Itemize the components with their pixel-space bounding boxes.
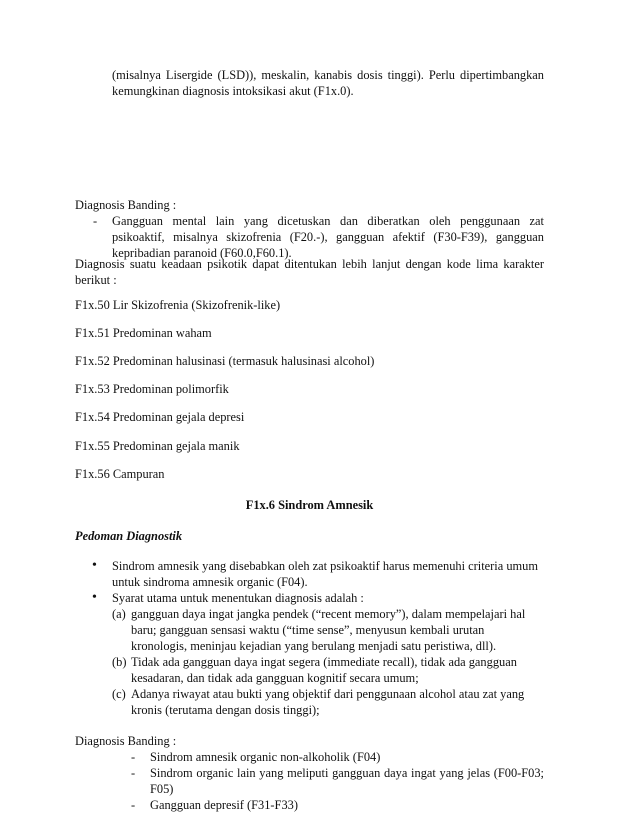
item-b-line-1: Tidak ada gangguan daya ingat segera (immediate recall), tidak ada gangguan <box>131 655 517 669</box>
item-a-label: (a) <box>112 607 126 621</box>
dd2-item-3: Gangguan depresif (F31-F33) <box>150 798 298 812</box>
code-item <box>75 353 374 369</box>
item-a-line-1: gangguan daya ingat jangka pendek (“recent memory”), dalam mempelajari hal <box>131 607 526 621</box>
diagnosis-banding-heading: Diagnosis Banding : <box>75 198 177 212</box>
dd2-item-1: Sindrom amnesik organic non-alkoholik (F04) <box>150 750 381 764</box>
dash-bullet: - <box>93 214 98 228</box>
code-label: Lir Skizofrenia (Skizofrenik-like) <box>112 298 281 312</box>
item-c-line-1: Adanya riwayat atau bukti yang objektif dari penggunaan alcohol atau zat yang <box>131 687 525 701</box>
code-label: Campuran <box>112 467 165 481</box>
code-label: Predominan waham <box>112 326 212 340</box>
code-label: Predominan polimorfik <box>112 382 229 396</box>
top-line-2: kemungkinan diagnosis intoksikasi akut (F1x.0). <box>112 84 354 98</box>
dash-bullet: - <box>131 750 136 764</box>
item-c-line-2: kronis (terutama dengan dosis tinggi); <box>131 703 320 717</box>
code-label: Predominan halusinasi (termasuk halusinasi alcohol) <box>112 354 375 368</box>
top-line-1: (misalnya Lisergide (LSD)), meskalin, kanabis dosis tinggi). Perlu dipertimbangkan <box>112 68 544 82</box>
code-item <box>75 325 212 341</box>
bullet-icon: • <box>92 590 97 605</box>
code-item <box>75 381 229 397</box>
section-title: F1x.6 Sindrom Amnesik <box>245 498 374 512</box>
bullet-2-line-1: Syarat utama untuk menentukan diagnosis adalah : <box>112 591 364 605</box>
code: F1x.51 <box>75 326 110 340</box>
code: F1x.52 <box>75 354 110 368</box>
code-label: Predominan gejala depresi <box>112 410 245 424</box>
code: F1x.53 <box>75 382 110 396</box>
dash-bullet: - <box>131 798 136 812</box>
dd1-item-line-1: Gangguan mental lain yang dicetuskan dan diberatkan oleh penggunaan zat <box>112 214 544 228</box>
code: F1x.55 <box>75 439 110 453</box>
code: F1x.50 <box>75 298 110 312</box>
diagnosis-banding-2-heading: Diagnosis Banding : <box>75 734 177 748</box>
code-item <box>75 466 165 482</box>
item-c-label: (c) <box>112 687 126 701</box>
dd1-item-line-2: psikoaktif, misalnya skizofrenia (F20.-), gangguan afektif (F30-F39), gangguan <box>112 230 544 244</box>
code: F1x.56 <box>75 467 110 481</box>
item-b-label: (b) <box>112 655 127 669</box>
item-a-line-2: baru; gangguan sensasi waktu (“time sense”, menyusun kembali urutan <box>131 623 485 637</box>
dd1-item-line-3: kepribadian paranoid (F60.0,F60.1). <box>112 246 292 260</box>
item-b-line-2: kesadaran, dan tidak ada gangguan kognitif secara umum; <box>131 671 419 685</box>
bullet-1-line-1: Sindrom amnesik yang disebabkan oleh zat psikoaktif harus memenuhi criteria umum <box>112 559 538 573</box>
bullet-icon: • <box>92 558 97 573</box>
dd2-item-2-line-2: F05) <box>150 782 174 796</box>
code-label: Predominan gejala manik <box>112 439 240 453</box>
code-item <box>75 409 244 425</box>
code-item <box>75 297 280 313</box>
pedoman-heading: Pedoman Diagnostik <box>75 529 183 543</box>
dd2-item-2-line-1: Sindrom organic lain yang meliputi gangguan daya ingat yang jelas (F00-F03; <box>150 766 544 780</box>
item-a-line-3: kronologis, meninjau kejadian yang berulang menjadi satu peristiwa, dll). <box>131 639 497 653</box>
bullet-1-line-2: untuk sindroma amnesik organic (F04). <box>112 575 308 589</box>
dash-bullet: - <box>131 766 136 780</box>
code: F1x.54 <box>75 410 110 424</box>
code-item <box>75 438 240 454</box>
intro-line-1: Diagnosis suatu keadaan psikotik dapat ditentukan lebih lanjut dengan kode lima karakter <box>75 257 544 271</box>
intro-line-2: berikut : <box>75 273 117 287</box>
